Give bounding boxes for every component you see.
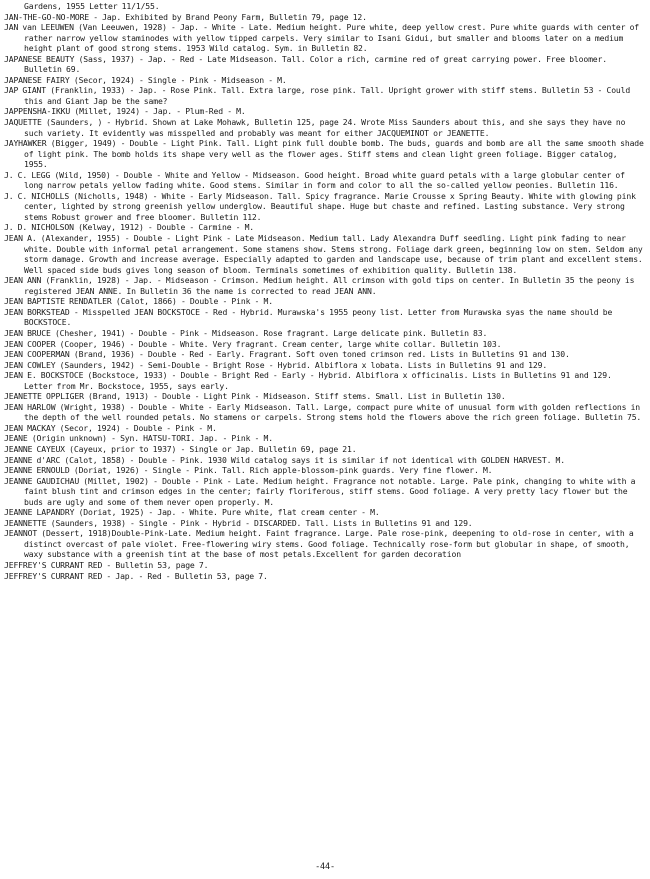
list-item: JAP GIANT (Franklin, 1933) - Jap. - Rose Pink. Tall. Extra large, rose pink. Tall. Upright grower with stiff stems. Bulletin 53 - Could this and Giant Jap be the same? (4, 85, 631, 106)
list-item: JAPANESE BEAUTY (Sass, 1937) - Jap. - Red - Late Midseason. Tall. Color a rich, carmine red of great carrying power. Free bloomer. Bulletin 69. (4, 53, 607, 75)
peony-entry-list (4, 1, 644, 581)
list-item: JEANNE LAPANDRY (Doriat, 1925) - Jap. - White. Pure white, flat cream center - M. (4, 507, 380, 518)
list-item: J. C. LEGG (Wild, 1950) - Double - White and Yellow - Midseason. Good height. Broad white guard petals with a large globular center of long narrow petals yellow fading white. Good stems. Similar in form and color to all the so-called yellow peonies. Bulletin 116. (4, 169, 625, 191)
list-item: J. D. NICHOLSON (Kelway, 1912) - Double - Carmine - M. (4, 222, 255, 233)
list-item: JEAN COWLEY (Saunders, 1942) - Semi-Double - Bright Rose - Hybrid. Albiflora x lobata. Lists in Bulletins 91 and 129. (4, 359, 548, 370)
list-item: JEAN MACKAY (Secor, 1924) - Double - Pink - M. (4, 422, 217, 433)
list-item: JEANNE ERNOULD (Doriat, 1926) - Single - Pink. Tall. Rich apple-blossom-pink guards. Very fine flower. M. (4, 465, 493, 476)
list-item: JEANETTE OPPLIGER (Brand, 1913) - Double - Light Pink - Midseason. Stiff stems. Small. List in Bulletin 130. (4, 391, 506, 402)
list-item: JEAN E. BOCKSTOCE (Bockstoce, 1933) - Double - Bright Red - Early - Hybrid. Albiflora x officinalis. Lists in Bulletins 91 and 129. Letter from Mr. Bockstoce, 1955, says early. (4, 370, 612, 391)
list-item: JAPPENSHA-IKKU (Millet, 1924) - Jap. - Plum-Red - M. (4, 106, 246, 117)
list-item: JAYHAWKER (Bigger, 1949) - Double - Light Pink. Tall. Light pink full double bomb. The buds, guards and bomb are all the same smooth shade of light pink. The bomb holds its shape very well as the flower ages. Stiff stems and clean light green foliage. Bigger catalog, 1955. (4, 138, 644, 170)
list-item: JEAN A. (Alexander, 1955) - Double - Light Pink - Late Midseason. Medium tall. Lady Alexandra Duff seedling. Light pink fading to near white. Double with informal petal arrangement. Some stamens show. Stems strong. Foliage dark green, beginning low on stem. Seldom any storm damage. Growth and increase average. Especially adapted to garden and landscape use, because of trim plant and excellent stems. Well spaced side buds gives long season of bloom. Terminals sometimes of exhibition quality. Bulletin 138. (4, 233, 643, 275)
list-item: JEAN HARLOW (Wright, 1938) - Double - White - Early Midseason. Tall. Large, compact pure white of unusual form with golden reflections in the depth of the well rounded petals. No stamens or carpels. Strong stems hold the flowers above the rich green foliage. Bulletin 75. (4, 401, 642, 423)
list-item: JEANNE GAUDICHAU (Millet, 1902) - Double - Pink - Late. Medium height. Fragrance not notable. Large. Pale pink, changing to white with a faint blush tint and crimson edges in the center; fairly floriferous, stiff stems. Good foliage. A very pretty lacy flower but the buds are ugly and some of them never open properly. M. (4, 475, 636, 507)
list-item: JEANNETTE (Saunders, 1938) - Single - Pink - Hybrid - DISCARDED. Tall. Lists in Bulletins 91 and 129. (4, 517, 473, 528)
list-item: JEFFREY'S CURRANT RED - Bulletin 53, page 7. (4, 559, 209, 570)
list-item: JEAN COOPER (Cooper, 1946) - Double - White. Very fragrant. Cream center, large white collar. Bulletin 103. (4, 338, 502, 349)
page-number: -44- (315, 862, 335, 873)
list-item: JEAN BAPTISTE RENDATLER (Calot, 1866) - Double - Pink - M. (4, 296, 273, 307)
list-item: J. C. NICHOLLS (Nicholls, 1948) - White - Early Midseason. Tall. Spicy fragrance. Marie Crousse x Spring Beauty. White with glowing pink center, lighted by strong greenish yellow underglow. Beautiful shape. Huge but chaste and refined. Lasting substance. Very strong stems Robust grower and free bloomer. Bulletin 112. (4, 190, 636, 222)
list-item: JAQUETTE (Saunders, ) - Hybrid. Shown at Lake Mohawk, Bulletin 125, page 24. Wrote Miss Saunders about this, and she says they have no such variety. It evidently was misspelled and probably was meant for either JACQUEMINOT or JEANETTE. (4, 117, 626, 138)
list-item: JAN van LEEUWEN (Van Leeuwen, 1928) - Jap. - White - Late. Medium height. Pure white, deep yellow crest. Pure white guards with center of rather narrow yellow staminodes with yellow tipped carpels. Very similar to Isani Gidui, but smaller and blooms later on a medium height plant of good strong stems. 1953 Wild catalog. Sym. in Bulletin 82. (4, 22, 640, 54)
list-item: JEANE (Origin unknown) - Syn. HATSU-TORI. Jap. - Pink - M. (4, 433, 273, 444)
list-item: JEAN ANN (Franklin, 1928) - Jap. - Midseason - Crimson. Medium height. All crimson with gold tips on center. In Bulletin 35 the peony is registered JEAN ANNE. In Bulletin 36 the name is corrected to read JEAN ANN. (4, 275, 635, 296)
list-item: JEAN BORKSTEAD - Misspelled JEAN BOCKSTOCE - Red - Hybrid. Murawska's 1955 peony list. Letter from Murawska syas the name should be BOCKSTOCE. (4, 306, 613, 328)
list-item: JEAN COOPERMAN (Brand, 1936) - Double - Red - Early. Fragrant. Soft oven toned crimson red. Lists in Bulletins 91 and 130. (4, 349, 570, 360)
list-item: JAPANESE FAIRY (Secor, 1924) - Single - Pink - Midseason - M. (4, 74, 287, 85)
list-item: JEFFREY'S CURRANT RED - Jap. - Red - Bulletin 53, page 7. (4, 570, 268, 581)
list-item: JEANNE CAYEUX (Cayeux, prior to 1937) - Single or Jap. Bulletin 69, page 21. (4, 443, 357, 454)
list-item: JAN-THE-GO-NO-MORE - Jap. Exhibited by Brand Peony Farm, Bulletin 79, page 12. (4, 11, 367, 22)
list-item: JEANNE d'ARC (Calot, 1858) - Double - Pink. 1930 Wild catalog says it is similar if not identical with GOLDEN HARVEST. M. (4, 454, 565, 465)
list-item: JEANNOT (Dessert, 1918)Double-Pink-Late. Medium height. Faint fragrance. Large. Pale rose-pink, deepening to old-rose in center, with a distinct overcast of pale violet. Free-flowering wiry stems. Good foliage. Technically rose-form but globular in shape, of smooth, waxy substance with a greenish tint at the base of most petals.Excellent for garden decoration (4, 528, 634, 560)
list-item: Gardens, 1955 Letter 11/1/55. (24, 1, 160, 11)
list-item: JEAN BRUCE (Chesher, 1941) - Double - Pink - Midseason. Rose fragrant. Large delicate pink. Bulletin 83. (4, 327, 488, 338)
